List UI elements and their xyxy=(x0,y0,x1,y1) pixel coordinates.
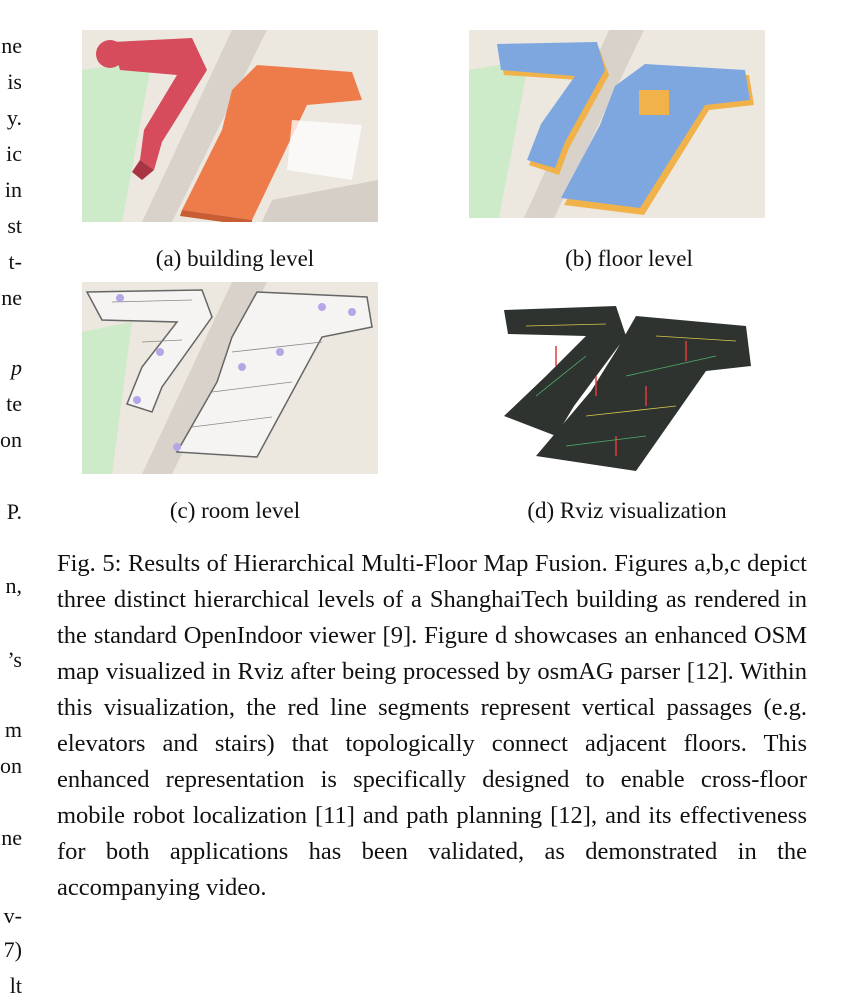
subfigure-b-label: (b) floor level xyxy=(565,246,693,271)
caption-text: Fig. 5: Results of Hierarchical Multi-Floor Map Fusion. Figures a,b,c depict three distinct hierarchical levels of a ShanghaiTech building as rendered in the standard OpenIndoor viewer [9]. Figure d showcases an enhanced OSM map visualized in Rviz after being processed by osmAG parser [12]. Within this visualization, the red line segments represent vertical passages (e.g. elevators and stairs) that topologically connect adjacent floors. This enhanced representation is specifically designed to enable cross-floor mobile robot localization [11] and path planning [12], and its effectiveness for both applications has been validated, as demonstrated in the accompanying video. xyxy=(57,550,807,901)
left-fragment: n, xyxy=(5,573,22,598)
left-column-text xyxy=(0,0,28,1004)
left-fragment: ’s xyxy=(7,647,22,672)
room-level-map-image xyxy=(82,282,378,474)
left-fragment: is xyxy=(7,69,22,94)
left-fragment: in xyxy=(4,177,22,202)
subfigure-a-building-level xyxy=(82,30,378,222)
left-fragment: te xyxy=(6,391,22,416)
building-level-map-image xyxy=(82,30,378,222)
left-fragment: 7) xyxy=(3,937,22,962)
left-fragment: ne xyxy=(1,285,22,310)
subfigure-d-rviz-visualization xyxy=(496,296,758,480)
left-fragment: ic xyxy=(6,141,22,166)
subfigure-c-room-level xyxy=(82,282,378,474)
figure-caption xyxy=(57,546,807,906)
floor-level-map-image xyxy=(469,30,765,218)
left-fragment: ne xyxy=(1,825,22,850)
left-fragment: p xyxy=(11,355,22,380)
rviz-visualization-image xyxy=(496,296,758,480)
subfigure-d-label: (d) Rviz visualization xyxy=(527,498,727,523)
left-fragment: P. xyxy=(6,499,22,524)
subfigure-b-floor-level xyxy=(469,30,765,218)
left-fragment: lt xyxy=(9,973,22,998)
left-fragment: v- xyxy=(3,903,22,928)
left-fragment: y. xyxy=(6,105,22,130)
left-fragment: ne xyxy=(1,33,22,58)
left-fragment: st xyxy=(7,213,22,238)
left-fragment: on xyxy=(0,753,22,778)
subfigure-c-label: (c) room level xyxy=(169,498,301,523)
subfigure-a-label: (a) building level xyxy=(155,246,315,271)
left-fragment: m xyxy=(4,717,22,742)
left-fragment: on xyxy=(0,427,22,452)
left-fragment: t- xyxy=(8,249,22,274)
